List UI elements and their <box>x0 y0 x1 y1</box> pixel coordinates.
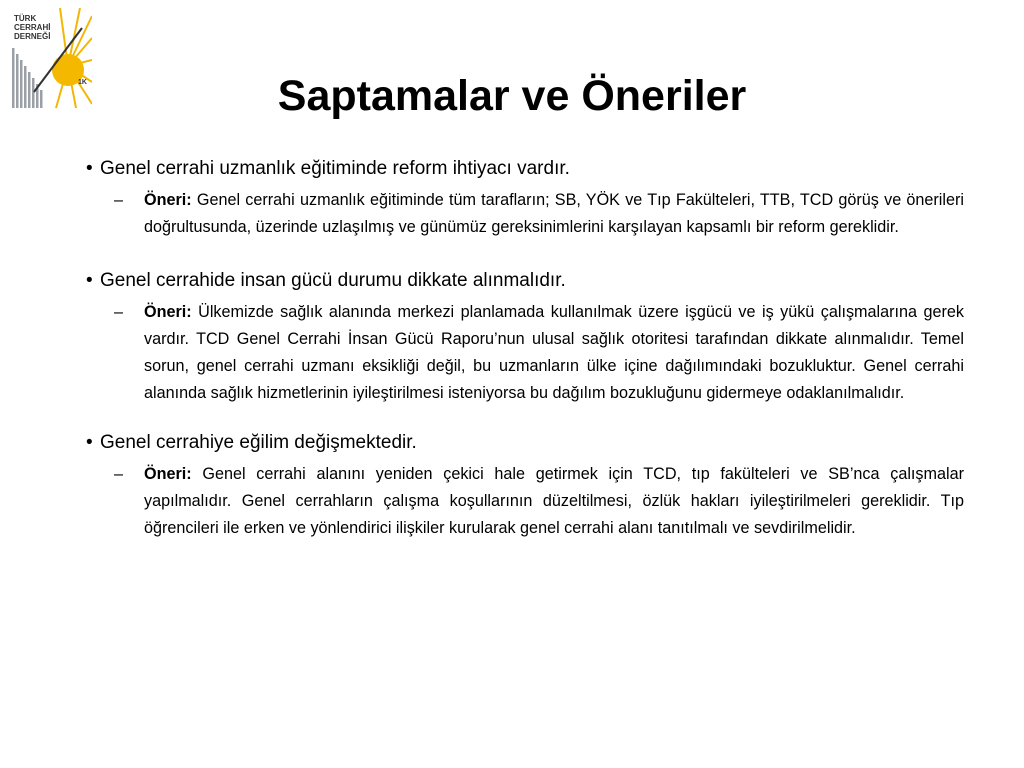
spacer <box>62 407 964 429</box>
bullet-dot-icon: • <box>86 432 93 453</box>
bullet-text: Genel cerrahide insan gücü durumu dikkate alınmalıdır. <box>100 270 566 291</box>
dash-icon: – <box>114 303 124 321</box>
sub-item <box>114 461 964 542</box>
sub-label: Öneri: <box>144 303 192 321</box>
dash-icon: – <box>114 191 124 209</box>
sub-item <box>114 299 964 407</box>
svg-text:DERNEĞİ: DERNEĞİ <box>14 32 51 41</box>
sub-text: Genel cerrahi uzmanlık eğitiminde tüm tarafların; SB, YÖK ve Tıp Fakülteleri, TTB, TCD görüş ve önerileri doğrultusunda, üzerinde uzlaşılmış ve günümüz gereksinimlerini karşılayan kapsamlı bir reform gereklidir. <box>144 191 964 236</box>
svg-text:TÜRK: TÜRK <box>14 14 37 23</box>
bullet-text: Genel cerrahiye eğilim değişmektedir. <box>100 432 417 453</box>
bullet-text: Genel cerrahi uzmanlık eğitiminde reform ihtiyacı vardır. <box>100 158 570 179</box>
bullet-item <box>62 155 964 183</box>
sub-label: Öneri: <box>144 191 192 209</box>
spacer <box>62 241 964 267</box>
sub-text: Ülkemizde sağlık alanında merkezi planlamada kullanılmak üzere işgücü ve iş yükü çalışmalarına gerek vardır. TCD Genel Cerrahi İnsan Gücü Raporu’nun ulusal sağlık otoritesi tarafından dikkate alınmalıdır. Temel sorun, genel cerrahi uzmanı eksikliği değil, bu uzmanların ülke içine dağılımındaki bozukluktur. Genel cerrahi alanında sağlık hizmetlerinin iyileştirilmesi isteniyorsa bu dağılım bozukluğunu gidermeye odaklanılmalıdır. <box>144 303 964 402</box>
svg-text:CERRAHİ: CERRAHİ <box>14 23 51 32</box>
slide-title: Saptamalar ve Öneriler <box>277 72 747 120</box>
bullet-dot-icon: • <box>86 158 93 179</box>
dash-icon: – <box>114 465 124 483</box>
sub-item <box>114 187 964 241</box>
slide-content <box>62 155 964 542</box>
svg-text:1K: 1K <box>78 79 87 86</box>
bullet-item <box>62 429 964 457</box>
bullet-item <box>62 267 964 295</box>
bullet-dot-icon: • <box>86 270 93 291</box>
sub-label: Öneri: <box>144 465 192 483</box>
sub-text: Genel cerrahi alanını yeniden çekici hale getirmek için TCD, tıp fakülteleri ve SB’nca çalışmalar yapılmalıdır. Genel cerrahların çalışma koşullarının düzeltilmesi, özlük hakları iyileştirilmeleri gereklidir. Tıp öğrencileri ile erken ve yönlendirici ilişkiler kurularak genel cerrahi alanı tanıtılmalı ve sevdirilmelidir. <box>144 465 964 537</box>
